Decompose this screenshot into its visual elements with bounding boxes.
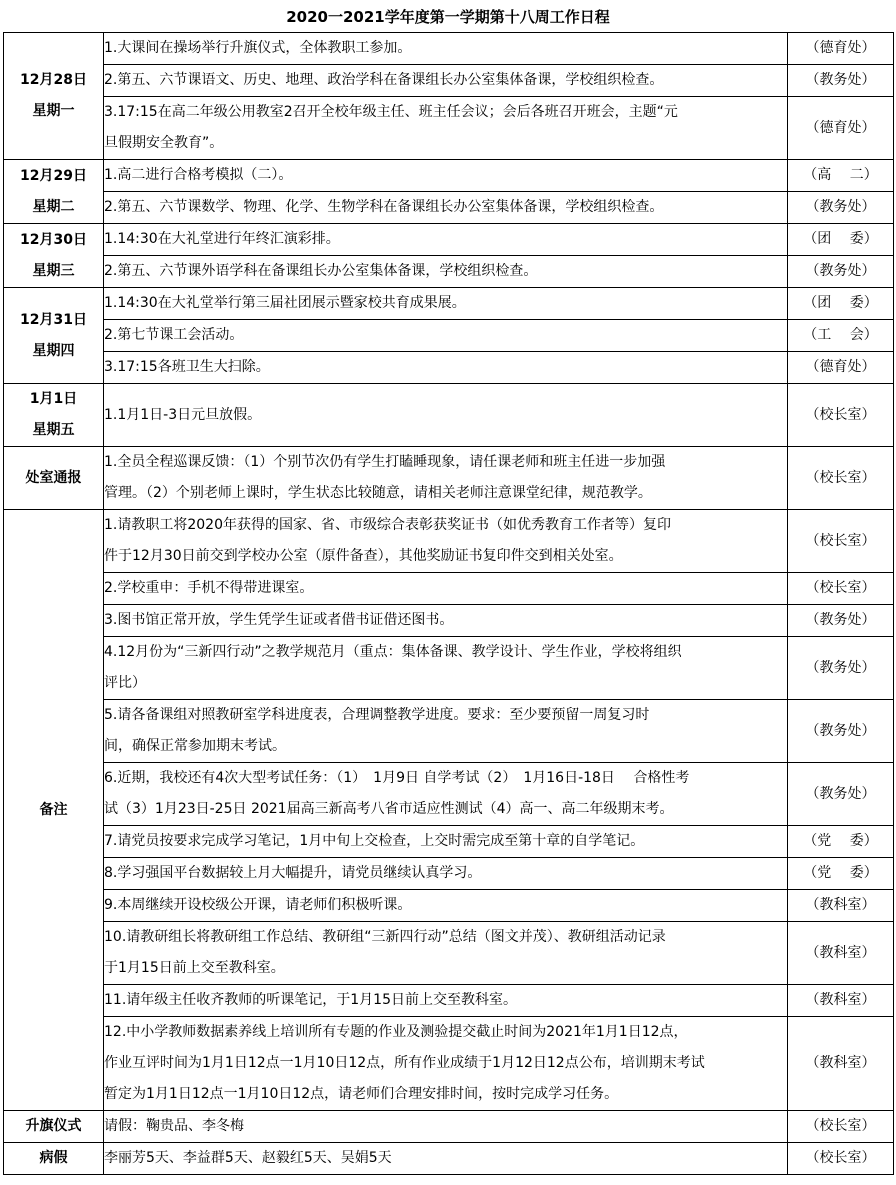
day-label: 12月31日 [20, 311, 87, 328]
task-text: 3.17:15在高二年级公用教室2召开全校年级主任、班主任会议；会后各班召开班会，主题“元 [104, 104, 678, 120]
task-content [104, 573, 788, 605]
department-label: （教务处） [788, 700, 894, 763]
task-content [104, 256, 788, 288]
day-label-cell [4, 33, 104, 160]
task-content [104, 1143, 788, 1175]
task-text: 2.学校重申：手机不得带进课室。 [104, 580, 314, 596]
task-text: 李丽芳5天、李益群5天、赵毅红5天、吴娟5天 [104, 1150, 392, 1166]
task-text: 件于12月30日前交到学校办公室（原件备查），其他奖励证书复印件交到相关处室。 [104, 548, 623, 564]
task-content [104, 33, 788, 65]
table-row [4, 605, 894, 637]
day-label: 12月28日 [20, 72, 87, 88]
task-text: 1.14:30在大礼堂进行年终汇演彩排。 [104, 231, 340, 247]
department-label: （工 会） [788, 320, 894, 352]
department-label: （教务处） [788, 605, 894, 637]
task-text: 2.第五、六节课外语学科在备课组长办公室集体备课，学校组织检查。 [104, 263, 538, 279]
table-row [4, 858, 894, 890]
department-label: （校长室） [788, 1143, 894, 1175]
task-text: 请假：鞠贵品、李冬梅 [104, 1118, 244, 1134]
task-text: 1.全员全程巡课反馈：（1）个别节次仍有学生打瞌睡现象，请任课老师和班主任进一步加强 [104, 454, 666, 470]
department-label: （教科室） [788, 890, 894, 922]
task-text: 1.1月1日-3日元旦放假。 [104, 406, 262, 423]
task-content [104, 65, 788, 97]
table-row [4, 33, 894, 65]
task-text: 10.请教研组长将教研组工作总结、教研组“三新四行动”总结（图文并茂）、教研组活动记录 [104, 929, 666, 945]
department-label: （高 二） [788, 160, 894, 192]
department-label: （团 委） [788, 224, 894, 256]
department-label: （团 委） [788, 288, 894, 320]
task-content [104, 160, 788, 192]
task-content [104, 224, 788, 256]
day-label: 1月1日 [29, 391, 78, 407]
department-label: （校长室） [788, 573, 894, 605]
day-label-cell [4, 384, 104, 447]
department-label: （党 委） [788, 858, 894, 890]
task-text: 2.第七节课工会活动。 [104, 327, 244, 343]
task-content [104, 288, 788, 320]
table-row [4, 97, 894, 160]
table-row [4, 700, 894, 763]
task-content [104, 510, 788, 573]
task-text: 暂定为1月1日12点一1月10日12点，请老师们合理安排时间，按时完成学习任务。 [104, 1086, 619, 1102]
department-label: （教务处） [788, 763, 894, 826]
day-label: 处室通报 [25, 469, 82, 486]
table-row [4, 826, 894, 858]
department-label: （校长室） [788, 447, 894, 510]
task-text: 12.中小学教师数据素养线上培训所有专题的作业及测验提交截止时间为2021年1月1日12点， [104, 1024, 688, 1040]
task-text: 试（3）1月23日-25日 2021届高三新高考八省市适应性测试（4）高一、高二年级期末考。 [104, 801, 674, 817]
table-row [4, 573, 894, 605]
table-row [4, 763, 894, 826]
table-row [4, 256, 894, 288]
task-text: 1.请教职工将2020年获得的国家、省、市级综合表彰获奖证书（如优秀教育工作者等）复印 [104, 517, 671, 533]
task-text: 4.12月份为“三新四行动”之教学规范月（重点：集体备课、教学设计、学生作业，学校将组织 [104, 644, 682, 660]
day-label-cell [4, 288, 104, 384]
table-row [4, 288, 894, 320]
task-content [104, 352, 788, 384]
task-content [104, 605, 788, 637]
day-label: 星期一 [32, 103, 75, 119]
task-content [104, 192, 788, 224]
table-row [4, 985, 894, 1017]
department-label: （校长室） [788, 510, 894, 573]
task-content [104, 826, 788, 858]
day-label: 星期三 [32, 262, 75, 279]
table-row [4, 352, 894, 384]
task-text: 9.本周继续开设校级公开课，请老师们积极听课。 [104, 897, 412, 913]
day-label: 星期五 [32, 422, 75, 438]
department-label: （教务处） [788, 256, 894, 288]
task-content [104, 447, 788, 510]
task-content [104, 763, 788, 826]
task-text: 1.14:30在大礼堂举行第三届社团展示暨家校共育成果展。 [104, 295, 466, 311]
day-label: 12月29日 [20, 167, 87, 184]
day-label: 星期二 [32, 198, 75, 215]
task-text: 旦假期安全教育”。 [104, 135, 224, 151]
table-row [4, 160, 894, 192]
page-title: 2020一2021学年度第一学期第十八周工作日程 [286, 8, 610, 26]
department-label: （党 委） [788, 826, 894, 858]
task-text: 5.请各备课组对照教研室学科进度表，合理调整教学进度。要求：至少要预留一周复习时 [104, 707, 650, 723]
task-content [104, 1017, 788, 1111]
task-text: 3.图书馆正常开放，学生凭学生证或者借书证借还图书。 [104, 612, 454, 628]
table-row [4, 637, 894, 700]
day-label-cell [4, 160, 104, 224]
table-row [4, 1111, 894, 1143]
department-label: （德育处） [788, 33, 894, 65]
table-row [4, 890, 894, 922]
task-text: 2.第五、六节课语文、历史、地理、政治学科在备课组长办公室集体备课，学校组织检查。 [104, 72, 664, 88]
department-label: （教科室） [788, 985, 894, 1017]
task-text: 3.17:15各班卫生大扫除。 [104, 359, 270, 375]
department-label: （校长室） [788, 384, 894, 447]
task-text: 2.第五、六节课数学、物理、化学、生物学科在备课组长办公室集体备课，学校组织检查。 [104, 199, 664, 215]
table-row [4, 384, 894, 447]
department-label: （教务处） [788, 65, 894, 97]
task-content [104, 985, 788, 1017]
department-label: （教务处） [788, 192, 894, 224]
task-text: 7.请党员按要求完成学习笔记，1月中旬上交检查，上交时需完成至第十章的自学笔记。 [104, 833, 645, 849]
task-text: 于1月15日前上交至教科室。 [104, 960, 285, 976]
task-text: 管理。（2）个别老师上课时，学生状态比较随意，请相关老师注意课堂纪律，规范教学。 [104, 485, 652, 501]
table-row [4, 922, 894, 985]
task-content [104, 320, 788, 352]
task-text: 6.近期，我校还有4次大型考试任务：（1） 1月9日 自学考试（2） 1月16日-18日 合格性考 [104, 770, 690, 786]
table-row [4, 320, 894, 352]
day-label: 升旗仪式 [25, 1118, 82, 1134]
task-content [104, 890, 788, 922]
day-label: 病假 [39, 1150, 68, 1166]
schedule-table [3, 32, 894, 1175]
department-label: （教科室） [788, 922, 894, 985]
day-label-cell [4, 1111, 104, 1143]
task-content [104, 922, 788, 985]
day-label: 12月30日 [20, 231, 87, 248]
day-label-cell [4, 447, 104, 510]
table-row [4, 447, 894, 510]
task-text: 作业互评时间为1月1日12点一1月10日12点，所有作业成绩于1月12日12点公布，培训期末考试 [104, 1055, 705, 1071]
task-text: 8.学习强国平台数据较上月大幅提升，请党员继续认真学习。 [104, 865, 482, 881]
task-content [104, 97, 788, 160]
task-text: 间，确保正常参加期末考试。 [104, 738, 286, 754]
task-text: 1.高二进行合格考模拟（二）。 [104, 167, 293, 183]
department-label: （德育处） [788, 352, 894, 384]
task-text: 1.大课间在操场举行升旗仪式，全体教职工参加。 [104, 40, 412, 56]
task-text: 评比） [104, 675, 146, 691]
task-content [104, 1111, 788, 1143]
department-label: （教科室） [788, 1017, 894, 1111]
table-row [4, 510, 894, 573]
table-row [4, 224, 894, 256]
day-label-cell [4, 224, 104, 288]
task-content [104, 637, 788, 700]
department-label: （校长室） [788, 1111, 894, 1143]
table-row [4, 1143, 894, 1175]
task-content [104, 858, 788, 890]
table-row [4, 1017, 894, 1111]
day-label: 备注 [39, 801, 68, 818]
task-text: 11.请年级主任收齐教师的听课笔记，于1月15日前上交至教科室。 [104, 992, 517, 1008]
day-label-cell [4, 510, 104, 1111]
department-label: （教务处） [788, 637, 894, 700]
day-label-cell [4, 1143, 104, 1175]
day-label: 星期四 [32, 342, 75, 359]
table-row [4, 192, 894, 224]
table-row [4, 65, 894, 97]
task-content [104, 700, 788, 763]
task-content [104, 384, 788, 447]
department-label: （德育处） [788, 97, 894, 160]
